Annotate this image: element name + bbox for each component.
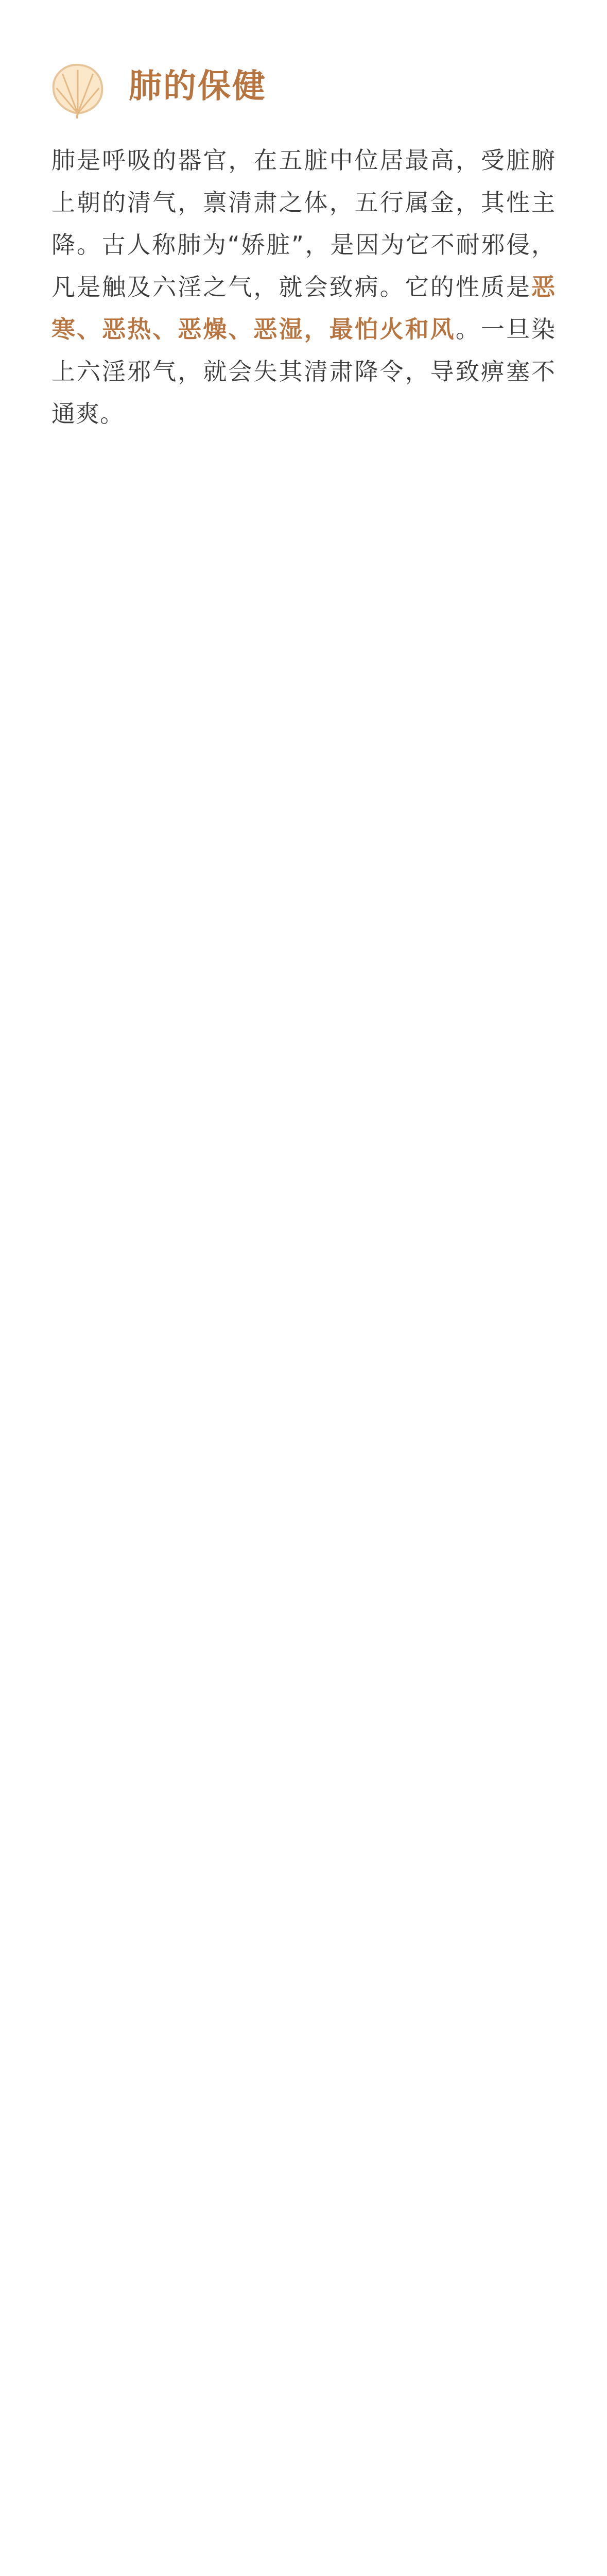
article: [0, 0, 607, 435]
fan-leaf-icon: [47, 59, 108, 120]
section-header: [0, 52, 607, 113]
paragraph-1-text-b: 。一旦染上六淫邪气，就会失其清肃降令，导致痹塞不通爽。: [51, 315, 556, 428]
paragraph-1-text-a: 肺是呼吸的器官，在五脏中位居最高，受脏腑上朝的清气，禀清肃之体，五行属金，其性主降。古人称肺为“娇脏”，是因为它不耐邪侵，凡是触及六淫之气，就会致病。它的性质是: [51, 146, 556, 301]
paragraph-1-highlight: 恶寒、恶热、恶燥、恶湿，最怕火和风: [51, 273, 556, 343]
paragraph-1: [51, 139, 556, 435]
page-title: 肺的保健: [129, 67, 267, 106]
